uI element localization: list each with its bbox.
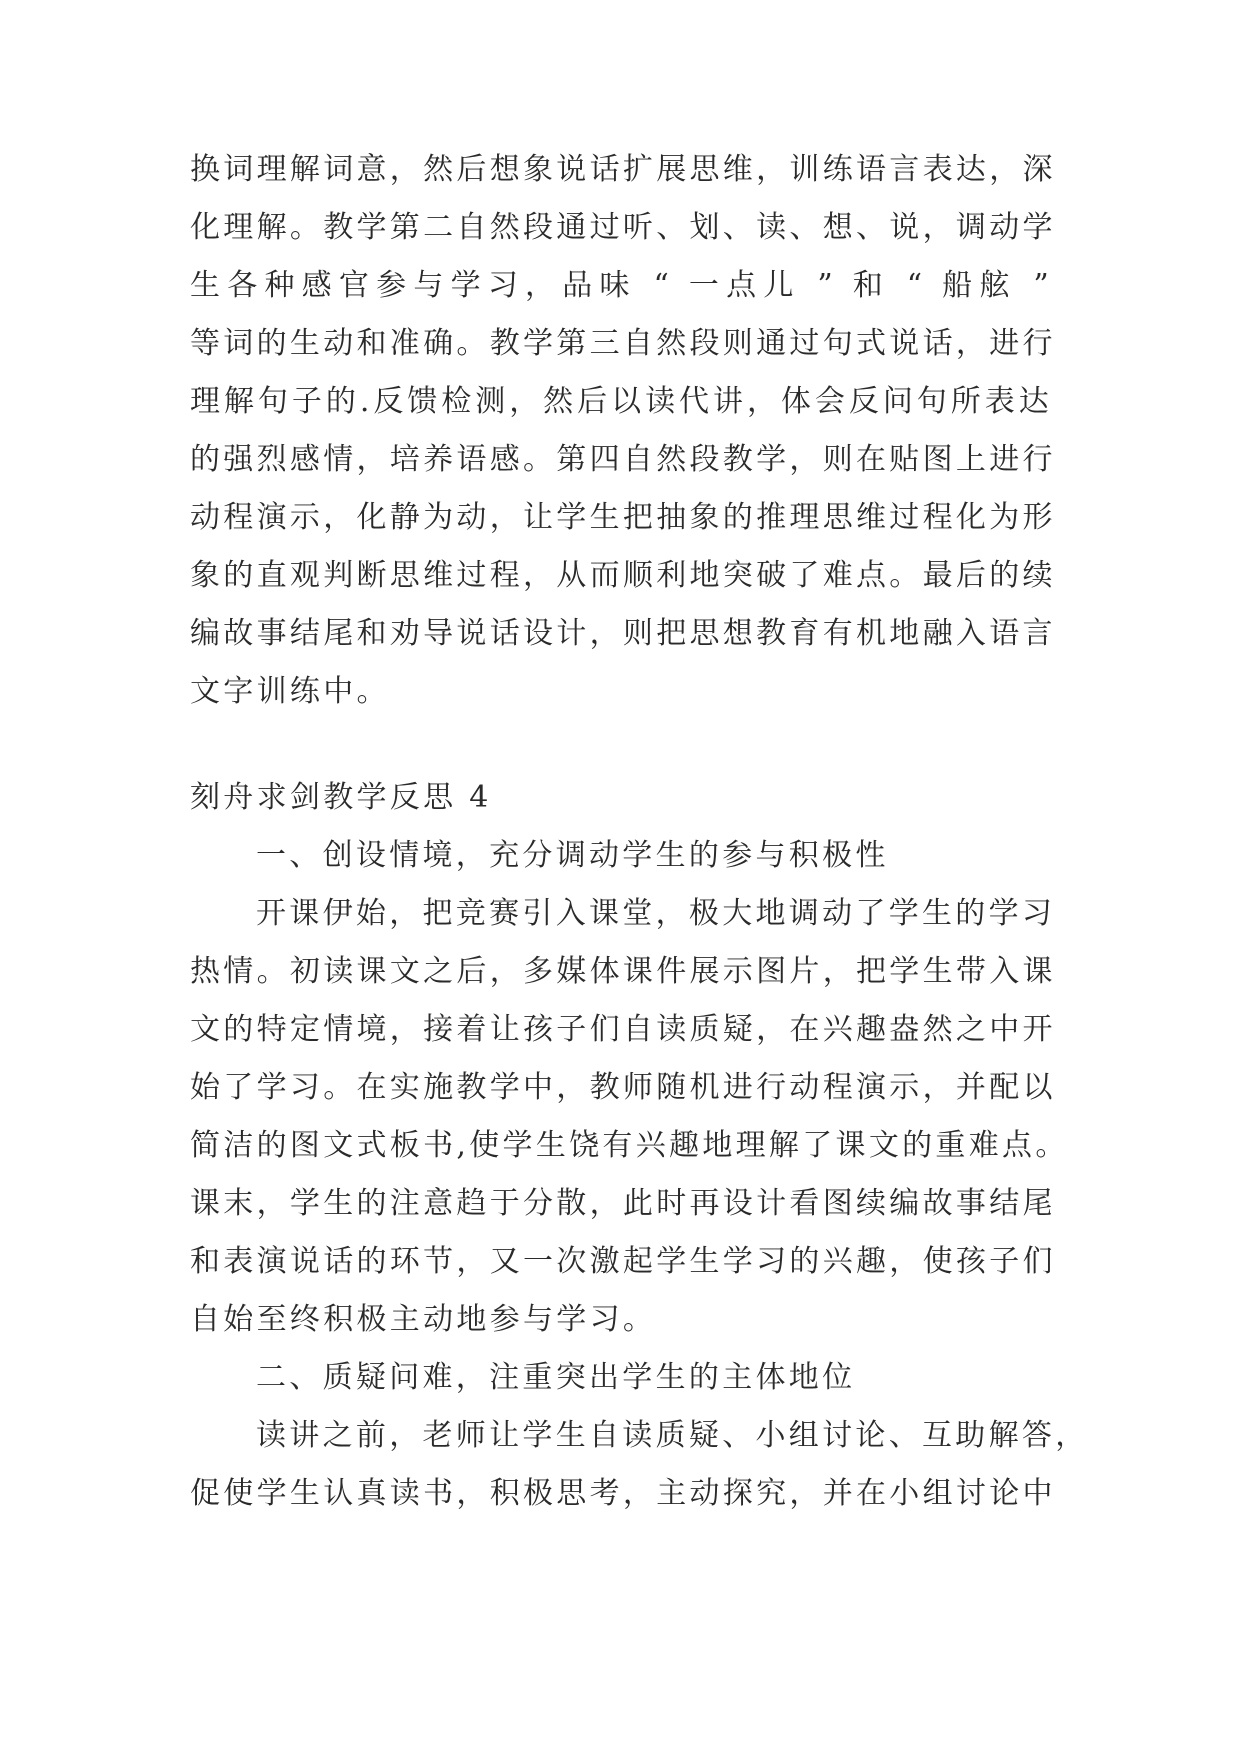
text-line: 编故事结尾和劝导说话设计，则把思想教育有机地融入语言 xyxy=(190,616,1056,651)
text-line: 促使学生认真读书，积极思考，主动探究，并在小组讨论中 xyxy=(190,1476,1056,1511)
subheading: 二、质疑问难，注重突出学生的主体地位 xyxy=(256,1360,856,1395)
section-title: 刻舟求剑教学反思 4 xyxy=(190,780,492,815)
text-line: 理解句子的.反馈检测，然后以读代讲，体会反问句所表达 xyxy=(190,384,1052,419)
text-line: 自始至终积极主动地参与学习。 xyxy=(190,1302,657,1337)
text-line: 象的直观判断思维过程，从而顺利地突破了难点。最后的续 xyxy=(190,558,1056,593)
text-line: 和表演说话的环节，又一次激起学生学习的兴趣，使孩子们 xyxy=(190,1244,1056,1279)
text-line: 生各种感官参与学习，品味 “ 一点儿 ” 和 “ 船舷 ” xyxy=(190,268,1052,303)
text-line: 读讲之前，老师让学生自读质疑、小组讨论、互助解答， xyxy=(256,1418,1089,1453)
text-line: 文的特定情境，接着让孩子们自读质疑，在兴趣盎然之中开 xyxy=(190,1012,1056,1047)
text-line: 开课伊始，把竞赛引入课堂，极大地调动了学生的学习 xyxy=(256,896,1056,931)
text-line: 换词理解词意，然后想象说话扩展思维，训练语言表达，深 xyxy=(190,152,1056,187)
text-line: 文字训练中。 xyxy=(190,674,390,709)
subheading: 一、创设情境，充分调动学生的参与积极性 xyxy=(256,838,889,873)
text-line: 动程演示，化静为动，让学生把抽象的推理思维过程化为形 xyxy=(190,500,1056,535)
text-line: 的强烈感情，培养语感。第四自然段教学，则在贴图上进行 xyxy=(190,442,1056,477)
text-line: 课末，学生的注意趋于分散，此时再设计看图续编故事结尾 xyxy=(190,1186,1056,1221)
text-line: 始了学习。在实施教学中，教师随机进行动程演示，并配以 xyxy=(190,1070,1056,1105)
text-line: 等词的生动和准确。教学第三自然段则通过句式说话，进行 xyxy=(190,326,1056,361)
text-line: 热情。初读课文之后，多媒体课件展示图片，把学生带入课 xyxy=(190,954,1056,989)
text-line: 简洁的图文式板书,使学生饶有兴趣地理解了课文的重难点。 xyxy=(190,1128,1069,1163)
text-line: 化理解。教学第二自然段通过听、划、读、想、说，调动学 xyxy=(190,210,1056,245)
